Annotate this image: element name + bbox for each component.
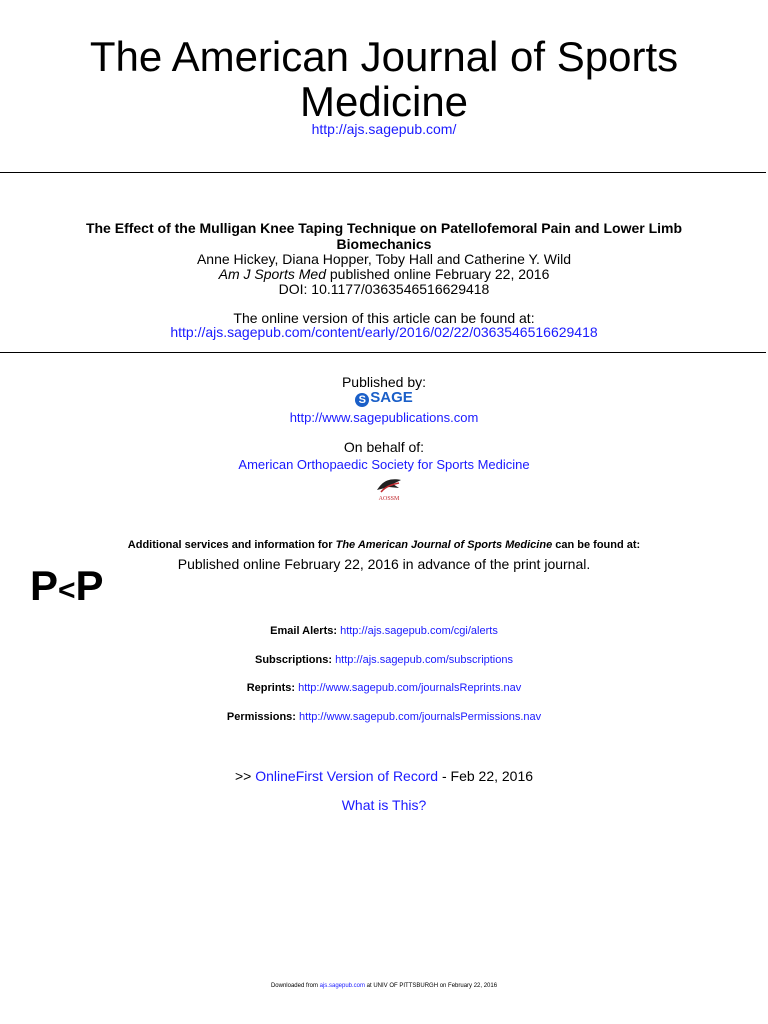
article-title-line1: The Effect of the Mulligan Knee Taping Technique on Patellofemoral Pain and Lower Limb: [85, 220, 683, 236]
pep-left: P: [30, 562, 59, 609]
footer-link[interactable]: ajs.sagepub.com: [319, 983, 366, 989]
service-subscriptions: [0, 654, 768, 666]
footer-prefix: Downloaded from: [270, 983, 320, 989]
version-of-record: [0, 768, 768, 784]
article-title: [0, 220, 768, 252]
service-label: Subscriptions:: [254, 654, 332, 666]
additional-services: [0, 539, 768, 551]
middle-divider: [0, 352, 766, 353]
online-version-label: The online version of this article can be found at:: [233, 310, 535, 326]
aossm-logo-text: AOSSM: [378, 496, 400, 502]
sage-s-icon: S: [355, 393, 369, 407]
download-footer: [0, 983, 768, 989]
service-label: Email Alerts:: [270, 625, 338, 637]
pep-mid: <: [58, 574, 76, 607]
additional-prefix: Additional services and information for: [127, 539, 336, 551]
version-of-record-link[interactable]: OnlineFirst Version of Record: [255, 768, 439, 784]
journal-title-line2: Medicine: [299, 78, 469, 125]
sage-logo[interactable]: [0, 389, 768, 407]
footer-suffix: at UNIV OF PITTSBURGH on February 22, 2016: [365, 983, 498, 989]
published-online-date: published online February 22, 2016: [325, 266, 550, 282]
service-permissions: [0, 711, 768, 723]
article-authors: Anne Hickey, Diana Hopper, Toby Hall and Catherine Y. Wild: [196, 251, 572, 267]
what-is-this-link[interactable]: What is This?: [341, 797, 427, 813]
subscriptions-link[interactable]: http://ajs.sagepub.com/subscriptions: [335, 654, 513, 666]
additional-suffix: can be found at:: [552, 539, 641, 551]
journal-title-line1: The American Journal of Sports: [89, 33, 679, 80]
service-email-alerts: [0, 625, 768, 637]
pep-right: P: [75, 562, 104, 609]
version-prefix: >>: [234, 768, 256, 784]
top-divider: [0, 172, 766, 173]
version-date: - Feb 22, 2016: [438, 768, 534, 784]
additional-journal: The American Journal of Sports Medicine: [335, 539, 553, 551]
on-behalf-label: On behalf of:: [343, 439, 425, 455]
society-link[interactable]: American Orthopaedic Society for Sports Medicine: [238, 457, 530, 472]
journal-title: [0, 34, 768, 124]
email-alerts-link[interactable]: http://ajs.sagepub.com/cgi/alerts: [340, 625, 498, 637]
journal-url-link[interactable]: http://ajs.sagepub.com/: [311, 121, 457, 137]
published-note: Published online February 22, 2016 in advance of the print journal.: [177, 556, 591, 572]
published-by-label: Published by:: [341, 374, 427, 390]
online-version-link[interactable]: http://ajs.sagepub.com/content/early/2016/02/22/0363546516629418: [170, 324, 598, 340]
pep-logo: [30, 562, 104, 610]
service-label: Permissions:: [226, 711, 296, 723]
sage-url-link[interactable]: http://www.sagepublications.com: [289, 410, 479, 425]
journal-abbrev: Am J Sports Med: [218, 266, 326, 282]
article-doi: DOI: 10.1177/0363546516629418: [278, 281, 490, 297]
service-reprints: [0, 682, 768, 694]
reprints-link[interactable]: http://www.sagepub.com/journalsReprints.nav: [298, 682, 522, 694]
article-citation: [0, 266, 768, 282]
sage-logo-text: SAGE: [370, 389, 413, 406]
service-label: Reprints:: [246, 682, 296, 694]
permissions-link[interactable]: http://www.sagepub.com/journalsPermissions.nav: [299, 711, 542, 723]
aossm-logo-icon[interactable]: [369, 472, 409, 502]
article-title-line2: Biomechanics: [336, 236, 432, 252]
